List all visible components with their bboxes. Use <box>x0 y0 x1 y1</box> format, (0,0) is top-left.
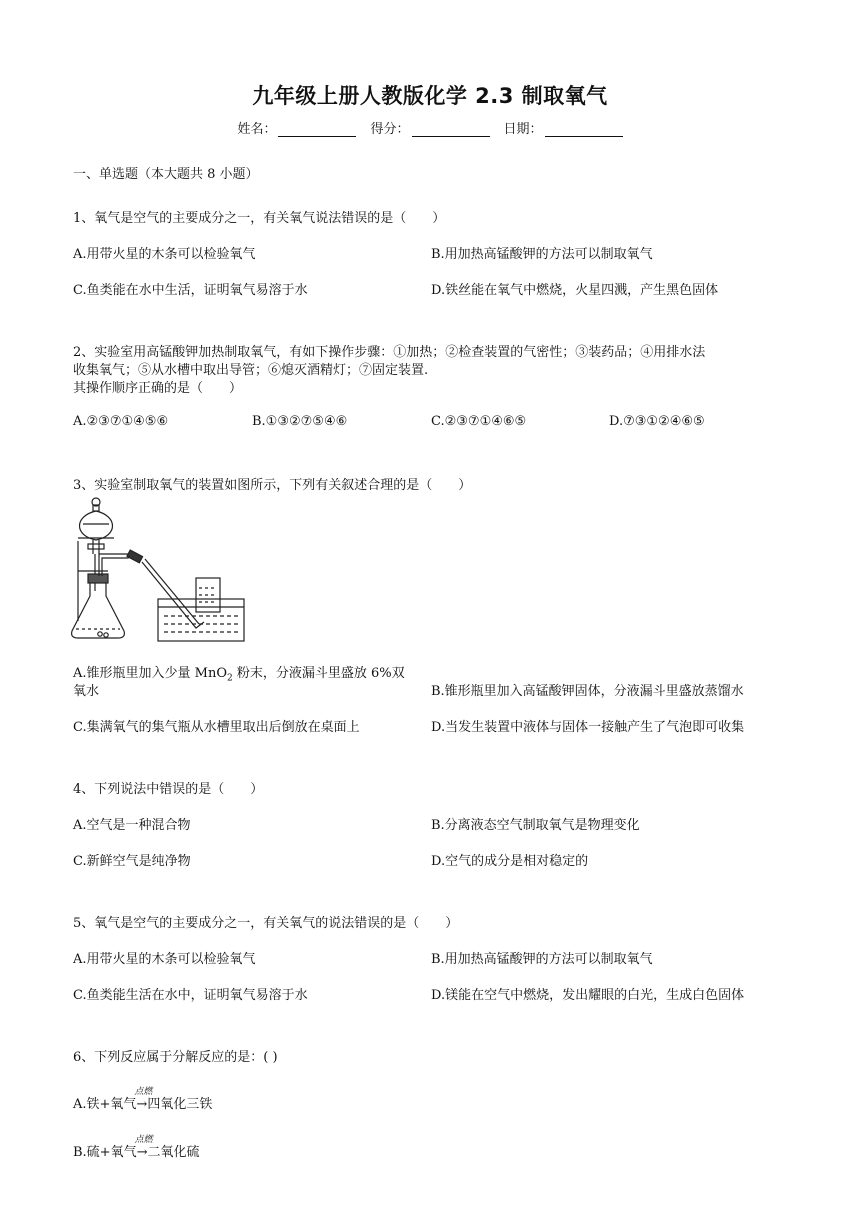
question-4-option-a[interactable]: A.空气是一种混合物 <box>73 818 191 833</box>
question-5-option-a[interactable]: A.用带火星的木条可以检验氧气 <box>73 952 256 967</box>
question-5-option-d[interactable]: D.镁能在空气中燃烧，发出耀眼的白光，生成白色固体 <box>431 988 745 1003</box>
question-5-option-b[interactable]: B.用加热高锰酸钾的方法可以制取氧气 <box>431 952 653 967</box>
date-field[interactable] <box>504 118 623 137</box>
section-heading: 一、单选题（本大题共 8 小题） <box>73 167 259 182</box>
name-label: 姓名： <box>237 122 277 137</box>
question-4-option-b[interactable]: B.分离液态空气制取氧气是物理变化 <box>431 818 640 833</box>
question-3-option-c[interactable]: C.集满氧气的集气瓶从水槽里取出后倒放在桌面上 <box>73 720 360 735</box>
name-field[interactable] <box>237 118 356 137</box>
ignite-condition-label: 点燃 <box>134 1135 153 1145</box>
question-1-option-b[interactable]: B.用加热高锰酸钾的方法可以制取氧气 <box>431 247 653 262</box>
question-2-option-d[interactable]: D.⑦③①②④⑥⑤ <box>609 414 705 429</box>
ignite-condition-label: 点燃 <box>134 1087 153 1097</box>
score-field[interactable] <box>370 118 489 137</box>
date-label: 日期： <box>503 122 543 137</box>
name-blank[interactable] <box>278 122 356 137</box>
question-5-stem: 5、氧气是空气的主要成分之一，有关氧气的说法错误的是（ ） <box>73 916 459 931</box>
page-title: 九年级上册人教版化学 2.3 制取氧气 <box>252 84 608 108</box>
question-6-option-b[interactable]: B.硫+氧气 点燃 →二氧化硫 <box>73 1141 200 1160</box>
reaction-arrow-icon: → <box>136 1097 148 1112</box>
question-5-option-c[interactable]: C.鱼类能生活在水中，证明氧气易溶于水 <box>73 988 308 1003</box>
question-2-stem-line2: 收集氧气；⑤从水槽中取出导管；⑥熄灭酒精灯；⑦固定装置. <box>73 363 429 378</box>
oxygen-apparatus-figure <box>66 496 256 646</box>
score-label: 得分： <box>370 122 410 137</box>
question-3-option-d[interactable]: D.当发生装置中液体与固体一接触产生了气泡即可收集 <box>431 720 745 735</box>
question-4-option-d[interactable]: D.空气的成分是相对稳定的 <box>431 854 589 869</box>
question-6-option-a[interactable]: A.铁+氧气 点燃 →四氧化三铁 <box>73 1093 212 1112</box>
question-1-option-a[interactable]: A.用带火星的木条可以检验氧气 <box>73 247 256 262</box>
date-blank[interactable] <box>545 122 623 137</box>
question-2-option-c[interactable]: C.②③⑦①④⑥⑤ <box>431 414 527 429</box>
question-2-stem-line3: 其操作顺序正确的是（ ） <box>73 381 243 396</box>
question-4-stem: 4、下列说法中错误的是（ ） <box>73 782 264 797</box>
question-1-option-d[interactable]: D.铁丝能在氧气中燃烧，火星四溅，产生黑色固体 <box>431 283 719 298</box>
question-3-option-b[interactable]: B.锥形瓶里加入高锰酸钾固体，分液漏斗里盛放蒸馏水 <box>431 684 744 699</box>
question-2-stem-line1: 2、实验室用高锰酸钾加热制取氧气，有如下操作步骤：①加热；②检查装置的气密性；③装药品；④用排水法 <box>73 345 706 360</box>
question-1-option-c[interactable]: C.鱼类能在水中生活，证明氧气易溶于水 <box>73 283 308 298</box>
question-2-option-a[interactable]: A.②③⑦①④⑤⑥ <box>73 414 169 429</box>
reaction-arrow-icon: → <box>136 1145 148 1160</box>
question-3-option-a[interactable]: A.锥形瓶里加入少量 MnO$_2$ 粉末，分液漏斗里盛放 6%双 <box>73 666 405 684</box>
question-3-option-a-line2[interactable]: 氧水 <box>73 684 100 699</box>
score-blank[interactable] <box>412 122 490 137</box>
student-info-row <box>0 118 860 137</box>
question-1-stem: 1、氧气是空气的主要成分之一，有关氧气说法错误的是（ ） <box>73 211 446 226</box>
question-3-stem: 3、实验室制取氧气的装置如图所示，下列有关叙述合理的是（ ） <box>73 478 472 493</box>
question-6-stem: 6、下列反应属于分解反应的是：( ) <box>73 1050 278 1065</box>
question-2-option-b[interactable]: B.①③②⑦⑤④⑥ <box>252 414 348 429</box>
question-4-option-c[interactable]: C.新鲜空气是纯净物 <box>73 854 191 869</box>
